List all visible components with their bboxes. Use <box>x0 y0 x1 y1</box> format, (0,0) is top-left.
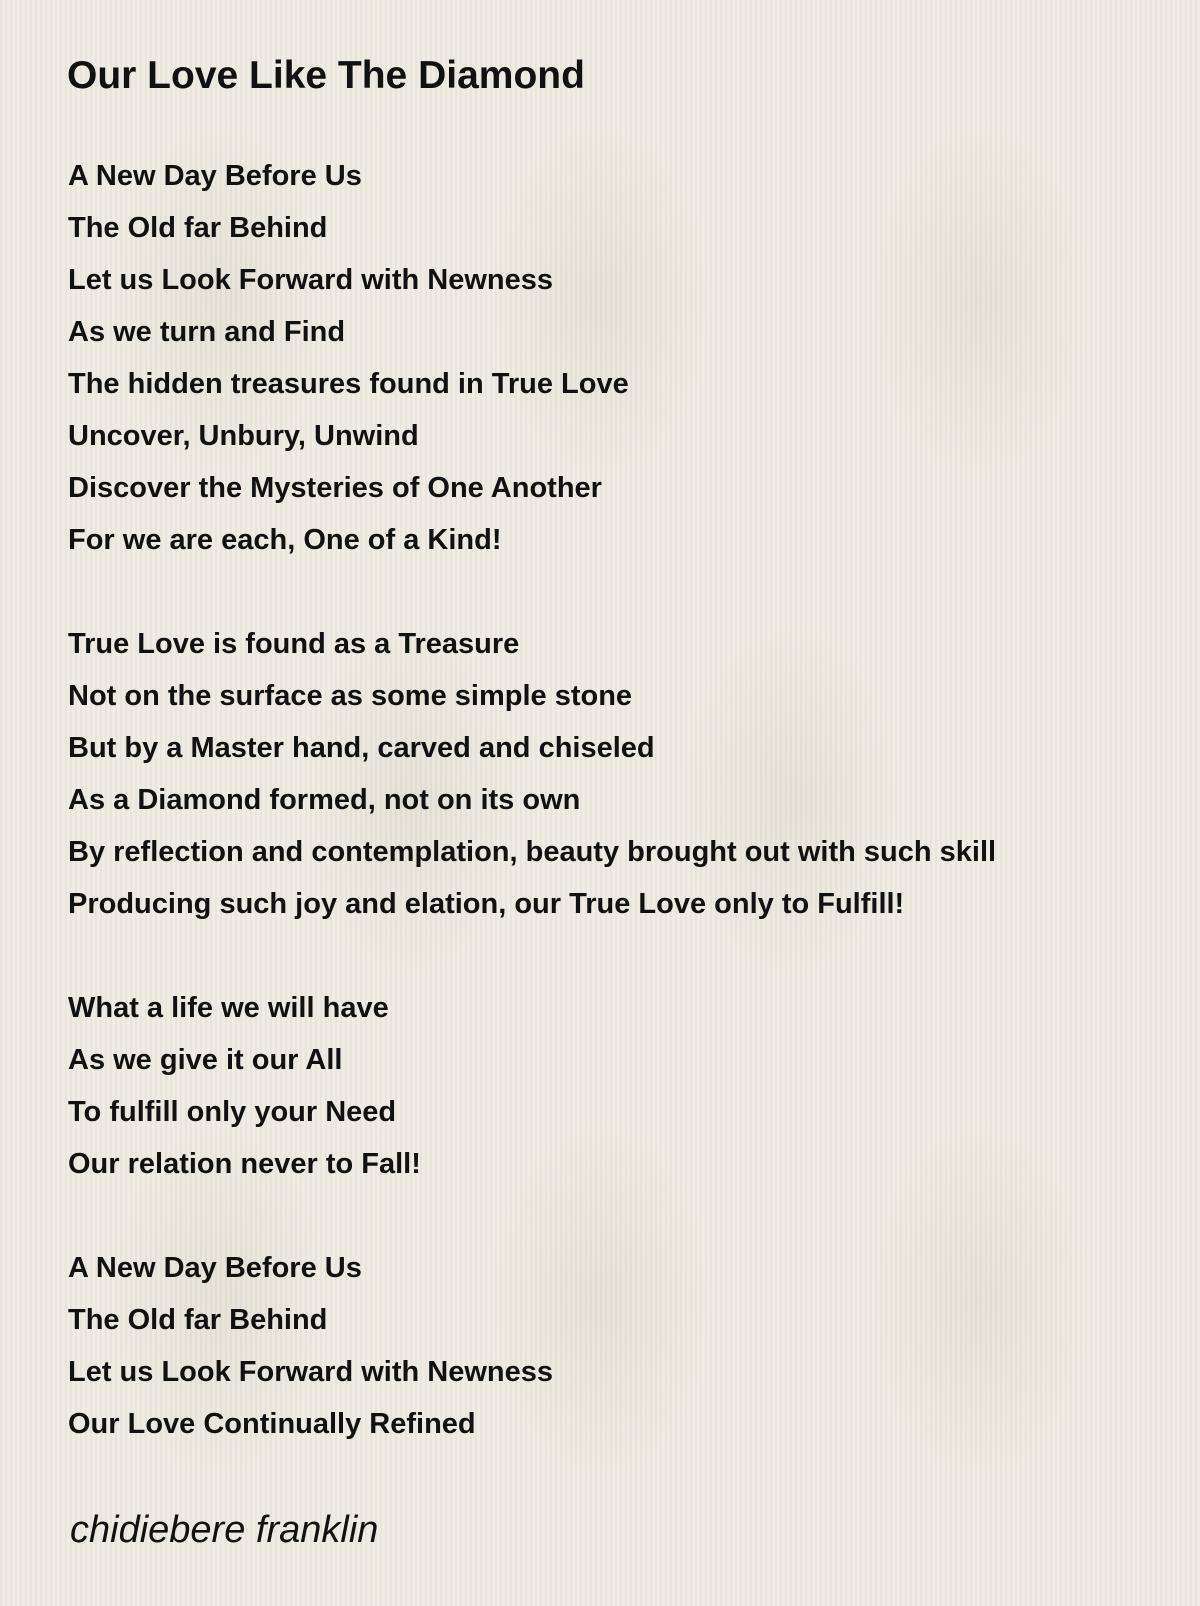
poem-line: Producing such joy and elation, our True Love only to Fulfill! <box>68 888 905 920</box>
poem-title: Our Love Like The Diamond <box>67 54 585 97</box>
poem-author: chidiebere franklin <box>70 1509 379 1551</box>
poem-line: A New Day Before Us <box>68 1252 362 1284</box>
poem-line: True Love is found as a Treasure <box>68 628 520 660</box>
poem-line: But by a Master hand, carved and chiseled <box>68 732 655 764</box>
poem-line: The Old far Behind <box>68 212 328 244</box>
poem-line: Let us Look Forward with Newness <box>68 1356 554 1388</box>
poem-line: The Old far Behind <box>68 1304 328 1336</box>
poem-line: As we give it our All <box>68 1044 343 1076</box>
poem-line: As a Diamond formed, not on its own <box>68 784 581 816</box>
stanza-3 <box>68 982 996 1190</box>
poem-line: Let us Look Forward with Newness <box>68 264 554 296</box>
poem-body <box>68 150 996 1502</box>
stanza-2 <box>68 618 996 930</box>
poem-line: By reflection and contemplation, beauty brought out with such skill <box>68 836 997 868</box>
poem-line: A New Day Before Us <box>68 160 362 192</box>
poem-line: For we are each, One of a Kind! <box>68 524 502 556</box>
poem-line: Uncover, Unbury, Unwind <box>68 420 419 452</box>
poem-line: To fulfill only your Need <box>68 1096 397 1128</box>
poem-line: Not on the surface as some simple stone <box>68 680 633 712</box>
poem-line: The hidden treasures found in True Love <box>68 368 629 400</box>
poem-line: Our relation never to Fall! <box>68 1148 421 1180</box>
poem-line: What a life we will have <box>68 992 389 1024</box>
stanza-4 <box>68 1242 996 1450</box>
poem-line: Our Love Continually Refined <box>68 1408 476 1440</box>
poem-line: As we turn and Find <box>68 316 346 348</box>
poem-line: Discover the Mysteries of One Another <box>68 472 602 504</box>
stanza-1 <box>68 150 996 566</box>
